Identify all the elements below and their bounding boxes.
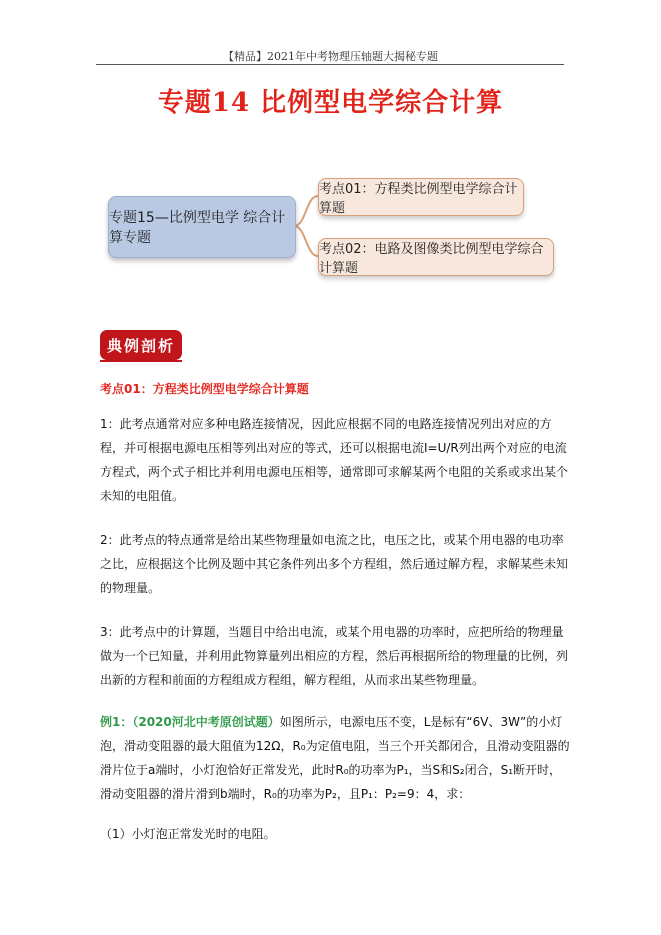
kaodian-heading: 考点01：方程类比例型电学综合计算题 [100, 382, 309, 396]
mindmap-node-kaodian01: 考点01：方程类比例型电学综合计算题 [318, 178, 524, 216]
paragraph-1: 1：此考点通常对应多种电路连接情况，因此应根据不同的电路连接情况列出对应的方程，并可根据电源电压相等列出对应的等式，还可以根据电流I=U/R列出两个对应的电流方程式，两个式子相比并利用电源电压相等，通常即可求解某两个电阻的关系或求出某个未知的电阻值。 [100, 417, 569, 503]
question-1: （1）小灯泡正常发光时的电阻。 [100, 827, 276, 841]
section-badge: 典例剖析 [100, 330, 182, 360]
paragraph-3: 3：此考点中的计算题，当题目中给出电流，或某个用电器的功率时，应把所给的物理量做为一个已知量，并利用此物算量列出相应的方程，然后再根据所给的物理量的比例，列出新的方程和前面的方程组成方程组，解方程组，从而求出某些物理量。 [100, 625, 569, 687]
mindmap-node-kaodian02: 考点02：电路及图像类比例型电学综合计算题 [318, 238, 554, 276]
example-label: 例1：（2020河北中考原创试题） [100, 715, 280, 729]
mindmap-root-node: 专题15—比例型电学 综合计算专题 [108, 196, 296, 258]
paragraph-2: 2：此考点的特点通常是给出某些物理量如电流之比，电压之比，或某个用电器的电功率之比，应根据这个比例及题中其它条件列出多个方程组，然后通过解方程，求解某些未知的物理量。 [100, 533, 569, 595]
page-title: 专题14 比例型电学综合计算 [157, 88, 504, 118]
section-badge-underline [100, 360, 182, 362]
example-text: 如图所示，电源电压不变，L是标有“6V、3W”的小灯泡，滑动变阻器的最大阻值为12Ω，R₀为定值电阻，当三个开关都闭合，且滑动变阻器的滑片位于a端时，小灯泡恰好正常发光，此时R₀的功率为P₁，当S和S₂闭合，S₁断开时，滑动变阻器的滑片滑到b端时，R₀的功率为P₂，且P₁：P₂=9：4，求： [100, 715, 570, 801]
page-header: 【精品】2021年中考物理压轴题大揭秘专题 [223, 50, 438, 63]
example-1 [100, 710, 570, 806]
